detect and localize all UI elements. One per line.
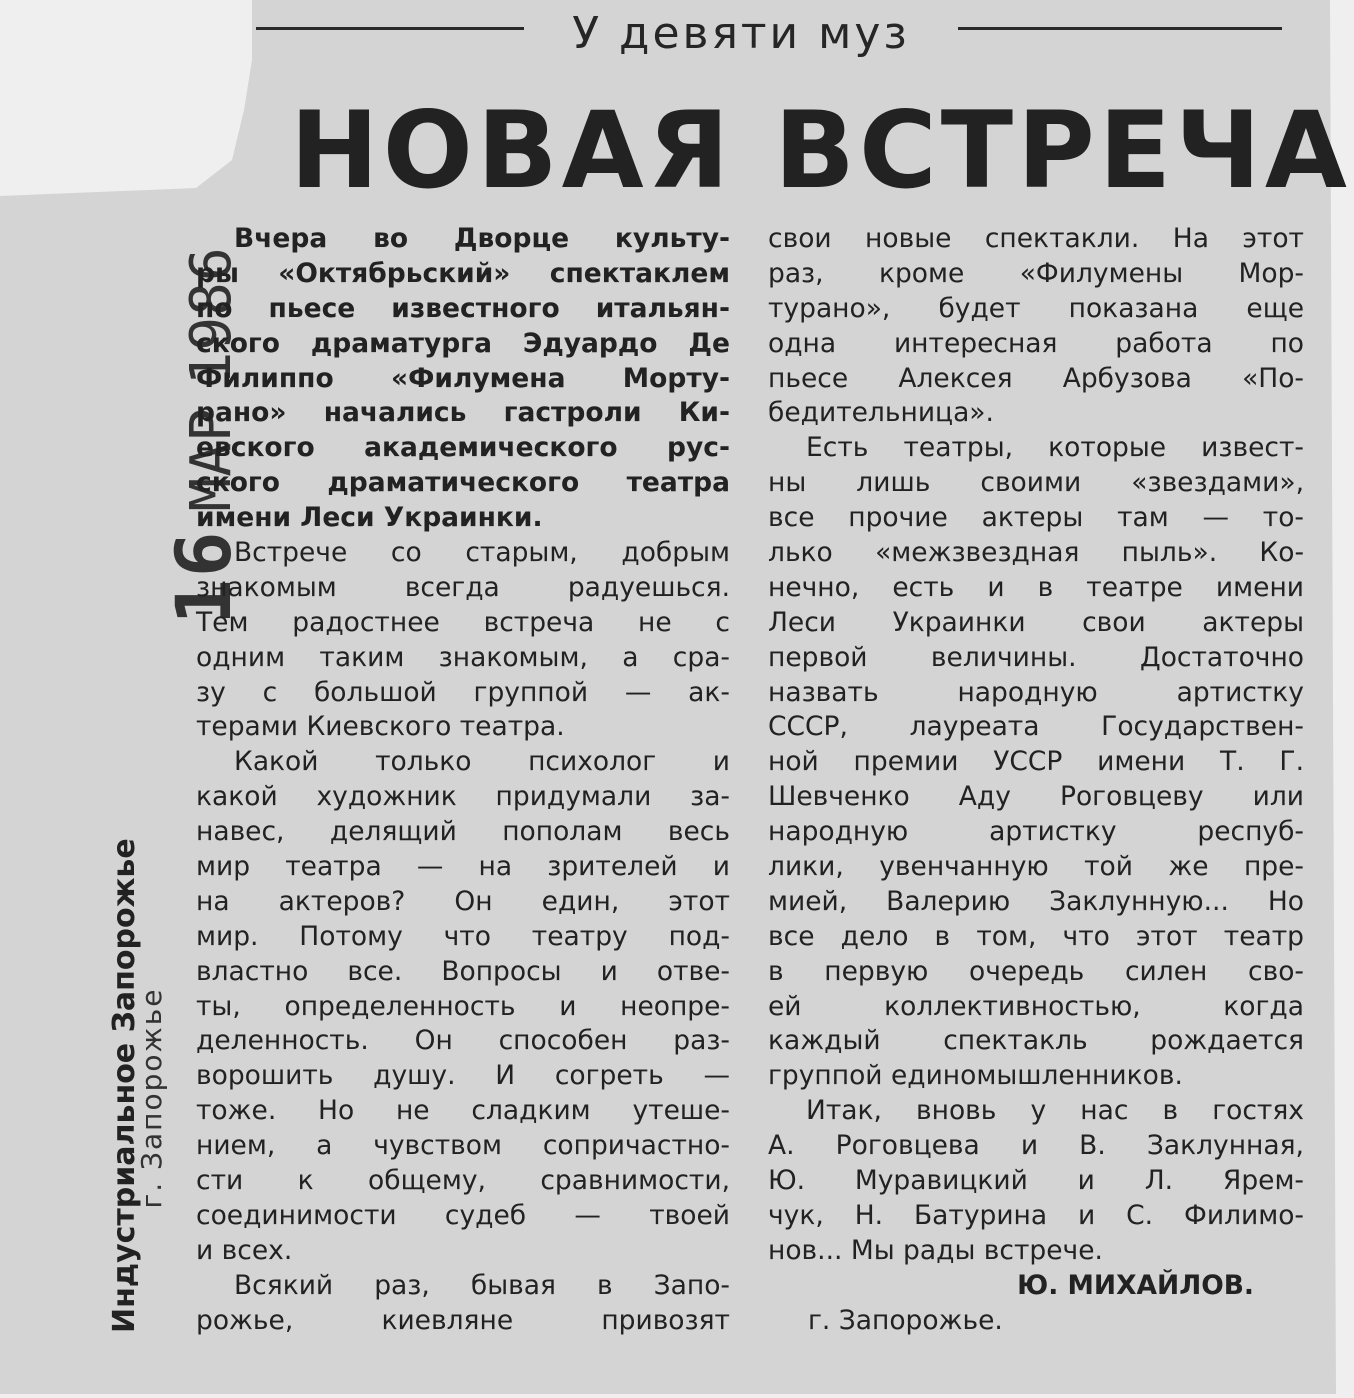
text-line: чук, Н. Батурина и С. Филимо- — [768, 1199, 1304, 1231]
text-line: все дело в том, что этот театр — [768, 920, 1304, 952]
text-line: все прочие актеры там — то- — [768, 502, 1304, 534]
text-line: нием, а чувством сопричастно- — [196, 1130, 730, 1162]
text-line: ты, определенность и неопре- — [196, 990, 730, 1022]
text-line: Шевченко Аду Роговцеву или — [768, 781, 1304, 813]
text-line: в первую очередь силен сво- — [768, 955, 1304, 987]
article-headline: НОВАЯ ВСТРЕЧА — [290, 89, 1351, 212]
rubric-title: У девяти муз — [572, 8, 910, 59]
text-line: соединимости судеб — твоей — [196, 1199, 730, 1231]
text-line: назвать народную артистку — [768, 676, 1304, 708]
date-stamp-year: 1986 — [179, 246, 244, 386]
author-place: г. Запорожье. — [808, 1304, 1003, 1336]
rubric-rule-right — [958, 27, 1282, 30]
rubric-rule-left — [256, 27, 524, 30]
text-line: тоже. Но не сладким утеше- — [196, 1095, 730, 1127]
text-line: нечно, есть и в театре имени — [768, 571, 1304, 603]
text-line: знакомым всегда радуешься. — [196, 571, 730, 603]
text-line: властно все. Вопросы и отве- — [196, 955, 730, 987]
newspaper-masthead: Индустриальное Запорожье — [107, 838, 142, 1333]
text-line: ры «Октябрьский» спектаклем — [196, 257, 730, 289]
text-line: ского драматурга Эдуардо Де — [196, 327, 730, 359]
date-stamp-day: 16 — [159, 529, 248, 625]
text-line: деленность. Он способен раз- — [196, 1025, 730, 1057]
text-line: Итак, вновь у нас в гостях — [806, 1095, 1304, 1127]
text-line: какой художник придумали за- — [196, 781, 730, 813]
text-line: народную артистку респуб- — [768, 816, 1304, 848]
text-line: лько «межзвездная пыль». Ко- — [768, 537, 1304, 569]
text-line: Тем радостнее встреча не с — [196, 606, 730, 638]
text-line: рожье, киевляне привозят — [196, 1304, 730, 1336]
text-line: СССР, лауреата Государствен- — [768, 711, 1304, 743]
text-line: первой величины. Достаточно — [768, 641, 1304, 673]
text-line: одним таким знакомым, а сра- — [196, 641, 730, 673]
text-line: ей коллективностью, когда — [768, 990, 1304, 1022]
text-line: сти к общему, сравнимости, — [196, 1165, 730, 1197]
text-line: евского академического рус- — [196, 432, 730, 464]
text-line: Всякий раз, бывая в Запо- — [234, 1269, 730, 1301]
text-line: Есть театры, которые извест- — [806, 432, 1304, 464]
article-column-left — [196, 222, 730, 1339]
newspaper-city: г. Запорожье — [135, 987, 168, 1209]
text-line: Леси Украинки свои актеры — [768, 606, 1304, 638]
text-line: турано», будет показана еще — [768, 292, 1304, 324]
text-line: рано» начались гастроли Ки- — [196, 397, 730, 429]
text-line: навес, делящий пополам весь — [196, 816, 730, 848]
text-line: терами Киевского театра. — [196, 711, 565, 743]
text-line: Ю. Муравицкий и Л. Ярем- — [768, 1165, 1304, 1197]
text-line: бедительница». — [768, 397, 994, 429]
article-column-right — [768, 222, 1304, 1339]
article-lead — [196, 222, 730, 536]
text-line: ворошить душу. И согреть — — [196, 1060, 730, 1092]
text-line: ной премии УССР имени Т. Г. — [768, 746, 1304, 778]
text-line: мир театра — на зрителей и — [196, 851, 730, 883]
text-line: ского драматического театра — [196, 467, 730, 499]
author-signature: Ю. МИХАЙЛОВ. — [1017, 1269, 1254, 1301]
text-line: по пьесе известного итальян- — [196, 292, 730, 324]
text-line: А. Роговцева и В. Заклунная, — [768, 1130, 1304, 1162]
date-stamp-month: МАР — [179, 407, 244, 512]
text-line: пьесе Алексея Арбузова «По- — [768, 362, 1304, 394]
text-line: Встрече со старым, добрым — [234, 537, 730, 569]
text-line: и всех. — [196, 1234, 293, 1266]
text-line: Какой только психолог и — [234, 746, 730, 778]
text-line: мир. Потому что театру под- — [196, 920, 730, 952]
text-line: нов... Мы рады встрече. — [768, 1234, 1103, 1266]
text-line: на актеров? Он един, этот — [196, 885, 730, 917]
text-line: зу с большой группой — ак- — [196, 676, 730, 708]
text-line: каждый спектакль рождается — [768, 1025, 1304, 1057]
text-line: свои новые спектакли. На этот — [768, 223, 1304, 254]
text-line: одна интересная работа по — [768, 327, 1304, 359]
text-line: раз, кроме «Филумены Мор- — [768, 257, 1304, 289]
text-line: лики, увенчанную той же пре- — [768, 851, 1304, 883]
text-line: Вчера во Дворце культу- — [234, 223, 730, 254]
text-line: имени Леси Украинки. — [196, 502, 543, 534]
text-line: Филиппо «Филумена Морту- — [196, 362, 730, 394]
text-line: ны лишь своими «звездами», — [768, 467, 1304, 499]
text-line: мией, Валерию Заклунную... Но — [768, 885, 1304, 917]
text-line: группой единомышленников. — [768, 1060, 1183, 1092]
